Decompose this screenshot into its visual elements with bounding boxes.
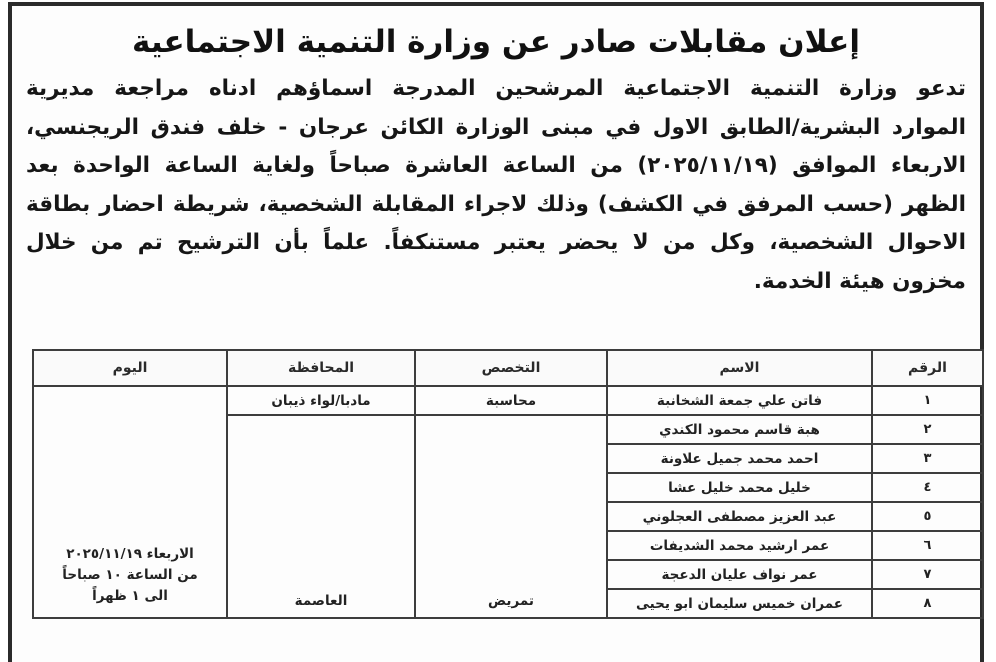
row-name: خليل محمد خليل عشا (607, 473, 872, 502)
body-line-1: تدعو وزارة التنمية الاجتماعية المرشحين المدرجة اسماؤهم ادناه مراجعة مديرية (26, 76, 966, 101)
day-time-from: من الساعة ١٠ صباحاً (62, 567, 198, 583)
table-row (33, 386, 983, 415)
row-governorate: مادبا/لواء ذيبان (227, 386, 415, 415)
row-number: ١ (872, 386, 983, 415)
row-name: عمر نواف عليان الدعجة (607, 560, 872, 589)
body-line-6: مخزون هيئة الخدمة. (753, 268, 966, 294)
row-number: ٨ (872, 589, 983, 618)
body-line-3: الاربعاء الموافق (٢٠٢٥/١١/١٩) من الساعة العاشرة صباحاً ولغاية الساعة الواحدة بعد (26, 153, 966, 178)
announcement-title: إعلان مقابلات صادر عن وزارة التنمية الاجتماعية (132, 24, 860, 60)
announcement-frame (8, 2, 984, 662)
body-line-4: الظهر (حسب المرفق في الكشف) وذلك لاجراء المقابلة الشخصية، شريطة احضار بطاقة (26, 191, 966, 217)
row-number: ٧ (872, 560, 983, 589)
row-name: احمد محمد جميل علاونة (607, 444, 872, 473)
candidates-table (32, 349, 984, 619)
nursing-specialty-cell: تمريض (415, 415, 607, 618)
day-cell (33, 386, 227, 618)
header-specialty: التخصص (415, 350, 607, 386)
header-number: الرقم (872, 350, 983, 386)
capital-governorate-cell: العاصمة (227, 415, 415, 618)
row-name: عمر ارشيد محمد الشديفات (607, 531, 872, 560)
table-header-row (33, 350, 983, 386)
row-name: عبد العزيز مصطفى العجلوني (607, 502, 872, 531)
header-day: اليوم (33, 350, 227, 386)
row-specialty: محاسبة (415, 386, 607, 415)
body-line-5: الاحوال الشخصية، وكل من لا يحضر يعتبر مستنكفاً. علماً بأن الترشيح تم من خلال (26, 230, 966, 255)
row-number: ٢ (872, 415, 983, 444)
day-date: الاربعاء ٢٠٢٥/١١/١٩ (66, 546, 194, 562)
row-number: ٣ (872, 444, 983, 473)
body-line-2: الموارد البشرية/الطابق الاول في مبنى الوزارة الكائن عرجان - خلف فندق الريجنسي، (26, 114, 966, 140)
day-time-to: الى ١ ظهراً (92, 588, 168, 604)
announcement-body (26, 70, 966, 301)
row-name: هبة قاسم محمود الكندي (607, 415, 872, 444)
row-name: عمران خميس سليمان ابو يحيى (607, 589, 872, 618)
row-number: ٥ (872, 502, 983, 531)
row-number: ٤ (872, 473, 983, 502)
header-governorate: المحافظة (227, 350, 415, 386)
row-number: ٦ (872, 531, 983, 560)
row-name: فاتن علي جمعة الشخانبة (607, 386, 872, 415)
header-name: الاسم (607, 350, 872, 386)
